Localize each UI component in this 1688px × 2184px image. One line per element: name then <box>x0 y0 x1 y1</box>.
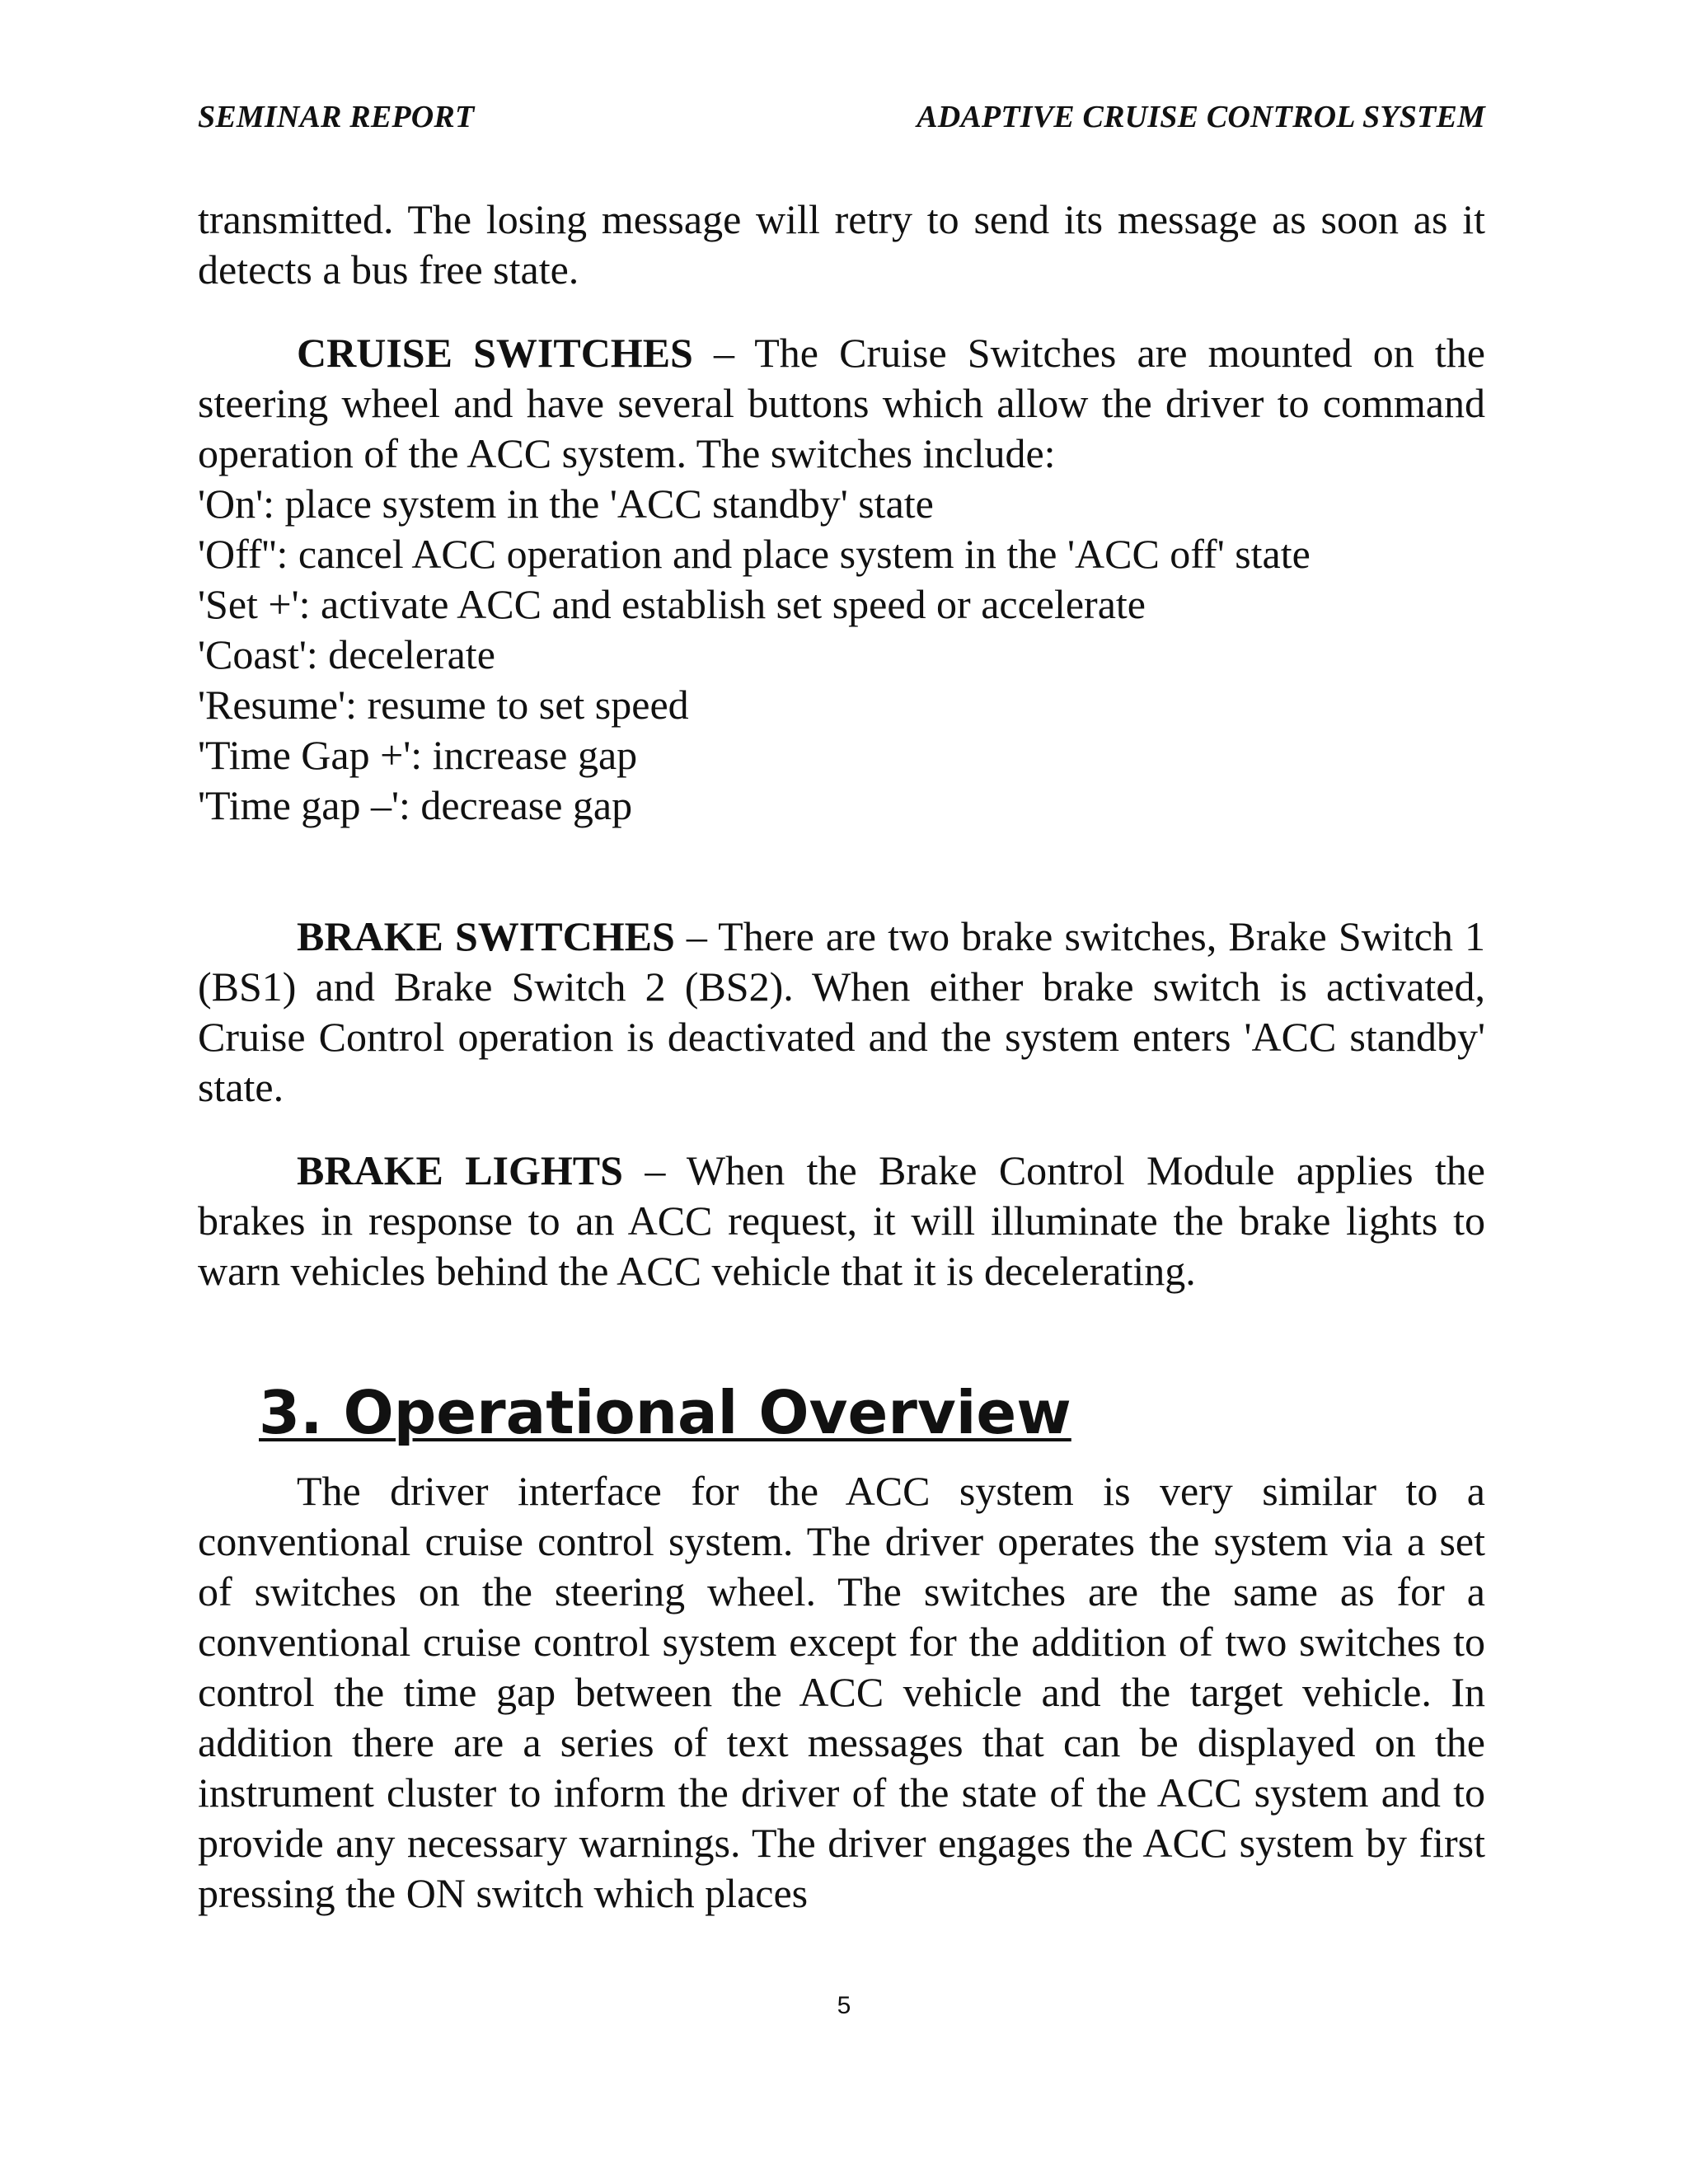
page-number: 5 <box>837 1992 851 2019</box>
brake-switches-paragraph <box>198 912 1485 1113</box>
cruise-switches-text: – The Cruise Switches are mounted on the steering wheel and have several buttons which allow the driver to command operation of the ACC system. The switches include: <box>198 330 1485 476</box>
list-item: 'Time gap –': decrease gap <box>198 782 633 828</box>
running-header <box>198 97 1485 137</box>
list-item: 'Coast': decelerate <box>198 631 495 677</box>
cruise-switches-paragraph <box>198 328 1485 479</box>
document-body <box>198 194 1485 1919</box>
brake-lights-paragraph <box>198 1146 1485 1296</box>
list-item: 'Set +': activate ACC and establish set speed or accelerate <box>198 581 1146 627</box>
cruise-switches-term: CRUISE SWITCHES <box>297 330 693 376</box>
list-item: 'Off'': cancel ACC operation and place system in the 'ACC off' state <box>198 531 1311 577</box>
cruise-switch-list <box>198 479 1485 831</box>
header-right: ADAPTIVE CRUISE CONTROL SYSTEM <box>917 100 1485 134</box>
brake-switches-term: BRAKE SWITCHES <box>297 913 675 959</box>
brake-lights-term: BRAKE LIGHTS <box>297 1147 623 1193</box>
continuation-paragraph: transmitted. The losing message will retry to send its message as soon as it detects a bus free state. <box>198 196 1485 293</box>
header-left: SEMINAR REPORT <box>198 100 475 134</box>
operational-overview-paragraph: The driver interface for the ACC system is very similar to a conventional cruise control system. The driver operates the system via a set of switches on the steering wheel. The switches are the same as for a conventional cruise control system except for the addition of two switches to control the time gap between the ACC vehicle and the target vehicle. In addition there are a series of text messages that can be displayed on the instrument cluster to inform the driver of the state of the ACC system and to provide any necessary warnings. The driver engages the ACC system by first pressing the ON switch which places <box>198 1468 1485 1916</box>
brake-switches-text: – There are two brake switches, Brake Switch 1 (BS1) and Brake Switch 2 (BS2). When either brake switch is activated, Cruise Control operation is deactivated and the system enters 'ACC standby' state. <box>198 913 1485 1110</box>
section-heading: 3. Operational Overview <box>259 1378 1071 1447</box>
list-item: 'On': place system in the 'ACC standby' state <box>198 480 934 527</box>
list-item: 'Resume': resume to set speed <box>198 682 689 728</box>
list-item: 'Time Gap +': increase gap <box>198 732 638 778</box>
brake-lights-text: – When the Brake Control Module applies the brakes in response to an ACC request, it will illuminate the brake lights to warn vehicles behind the ACC vehicle that it is decelerating. <box>198 1147 1485 1294</box>
